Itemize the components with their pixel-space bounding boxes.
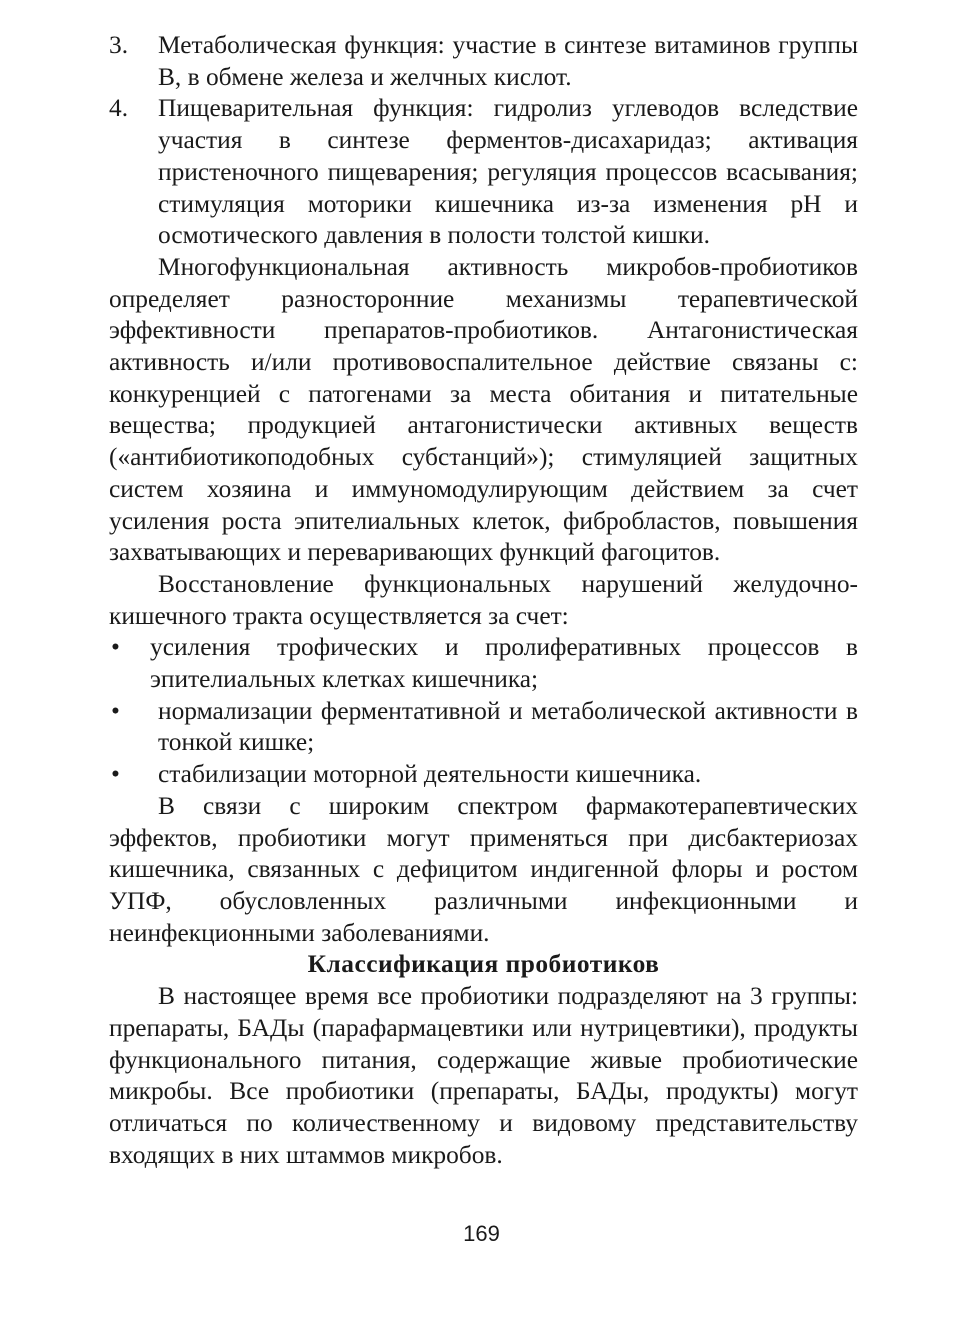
bullet-text: нормализации ферментативной и метаболической активности в тонкой кишке; bbox=[158, 696, 858, 757]
page-body bbox=[109, 30, 858, 1171]
list-item-text: Метаболическая функция: участие в синтезе витаминов группы В, в обмене железа и желчных кислот. bbox=[158, 31, 858, 91]
list-item-text: Пищеварительная функция: гидролиз углеводов вследствие участия в синтезе ферментов-дисахаридаз; активация пристеночного пищеварения; регуляция процессов всасывания; стимуляция моторики кишечника из-за изменения pH и осмотического давления в полости толстой кишки. bbox=[158, 94, 858, 250]
section-heading: Классификация пробиотиков bbox=[307, 950, 660, 979]
bullet-marker: • bbox=[111, 633, 120, 662]
bullet-item-motor bbox=[109, 759, 858, 791]
numbered-item-4 bbox=[109, 93, 858, 252]
bullet-item-enzymatic bbox=[109, 696, 858, 759]
list-number: 3. bbox=[109, 31, 129, 59]
paragraph-restoration: Восстановление функциональных нарушений желудочно-кишечного тракта осуществляется за счет: bbox=[109, 569, 858, 630]
paragraph-application: В связи с широким спектром фармакотерапевтических эффектов, пробиотики могут применяться при дисбактериозах кишечника, связанных с дефицитом индигенной флоры и ростом УПФ, обусловленных различными инфекционными и неинфекционными заболеваниями. bbox=[109, 791, 858, 947]
bullet-marker: • bbox=[111, 696, 120, 725]
bullet-marker: • bbox=[111, 760, 120, 789]
bullet-text: усиления трофических и пролиферативных процессов в эпителиальных клетках кишечника; bbox=[150, 633, 858, 694]
bullet-text: стабилизации моторной деятельности кишечника. bbox=[158, 760, 702, 789]
list-number: 4. bbox=[109, 94, 129, 123]
paragraph-classification: В настоящее время все пробиотики подразделяют на 3 группы: препараты, БАДы (парафармацевтики или нутрицевтики), продукты функционального питания, содержащие живые пробиотические микробы. Все пробиотики (препараты, БАДы, продукты) могут отличаться по количественному и видовому представительству входящих в них штаммов микробов. bbox=[109, 982, 858, 1169]
numbered-item-3 bbox=[109, 30, 858, 93]
page-number: 169 bbox=[463, 1221, 500, 1246]
bullet-item-trophic bbox=[109, 632, 858, 695]
paragraph-multifunctional-activity: Многофункциональная активность микробов-пробиотиков определяет разносторонние механизмы терапевтической эффективности препаратов-пробиотиков. Антагонистическая активность и/или противовоспалительное действие связаны с: конкуренцией с патогенами за места обитания и питательные вещества; продукцией антагонистически активных веществ («антибиотикоподобных субстанций»); стимуляцией защитных систем хозяина и иммуномодулирующим действием за счет усиления роста эпителиальных клеток, фибробластов, повышения захватывающих и переваривающих функций фагоцитов. bbox=[109, 252, 858, 567]
